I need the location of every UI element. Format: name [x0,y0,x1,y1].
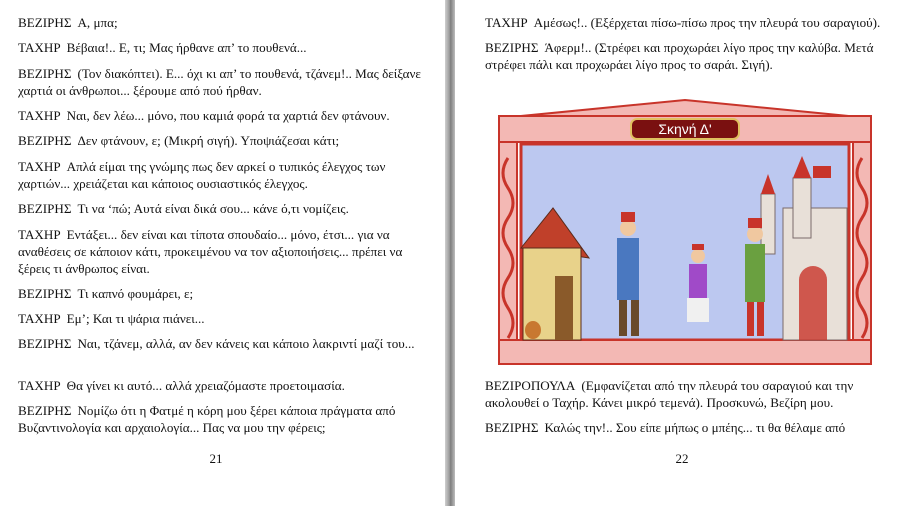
dialogue-line [18,158,423,192]
dialogue-line [18,402,423,436]
dialogue-line [18,14,423,31]
dialogue-text: Βέβαια!.. Ε, τι; Μας ήρθανε απ’ το πουθενά... [66,40,307,55]
left-page [0,0,445,506]
dialogue-text: Άφερμ!.. (Στρέφει και προχωράει λίγο προς την καλύβα. Μετά στρέφει πάλι και προχωράει λίγο προς το σαράι. Σιγή). [485,40,874,72]
dialogue-line [18,132,423,149]
dialogue-line [485,39,895,73]
speaker-name: ΤΑΧΗΡ [485,15,528,30]
dialogue-line [18,377,423,394]
dialogue-line [18,107,423,124]
dialogue-text: Νομίζω ότι η Φατμέ η κόρη μου ξέρει κάποια πράγματα από Βυζαντινολογία και αρχαιολογία... Πας να μου την φέρεις; [18,403,396,435]
speaker-name: ΤΑΧΗΡ [18,227,61,242]
hut-door [555,276,573,340]
dialogue-line [18,226,423,277]
dialogue-line [485,377,895,411]
right-page [455,0,901,506]
speaker-name: ΤΑΧΗΡ [18,311,61,326]
speaker-name: ΒΕΖΙΡΗΣ [18,336,72,351]
dialogue-text: (Εμφανίζεται από την πλευρά του σαραγιού και την ακολουθεί ο Ταχήρ. Κάνει μικρό τεμενά). Προσκυνώ, Βεζίρη μου. [485,378,854,410]
speaker-name: ΒΕΖΙΡΗΣ [18,15,72,30]
speaker-name: ΒΕΖΙΡΗΣ [485,40,539,55]
speaker-name: ΤΑΧΗΡ [18,378,61,393]
dialogue-line [18,65,423,99]
dialogue-line [485,14,895,31]
palace-tower [793,178,811,238]
speaker-name: ΤΑΧΗΡ [18,159,61,174]
dialogue-text: Εμ’; Και τι ψάρια πιάνει... [66,311,205,326]
dialogue-text: Καλώς την!.. Σου είπε μήπως ο μπέης... τι θα θέλαμε από [544,420,846,435]
shadow-theatre-stage-illustration [493,98,877,368]
dialogue-line [18,285,423,302]
dialogue-text: (Τον διακόπτει). Ε... όχι κι απ’ το πουθενά, τζάνεμ!.. Μας δείξανε χαρτιά οι άνθρωποι... ξέρουμε από πού ήρθαν. [18,66,421,98]
speaker-name: ΒΕΖΙΡΗΣ [485,420,539,435]
scene-label: Σκηνή Δ' [658,121,712,137]
dialogue-text: Εντάξει... δεν είναι και τίποτα σπουδαίο... μόνο, έτσι... για να αναθέσεις σε κάποιον κάτι, προκειμένου να τον αξιοποιήσεις... πρέπει να ξέρεις τι άνθρωπος είναι. [18,227,403,276]
book-gutter [445,0,455,506]
dialogue-text: Α, μπα; [77,15,118,30]
dialogue-line [18,310,423,327]
speaker-name: ΒΕΖΙΡΟΠΟΥΛΑ [485,378,576,393]
dialogue-text: Αμέσως!.. (Εξέρχεται πίσω-πίσω προς την πλευρά του σαραγιού). [533,15,881,30]
hut-pot [525,321,541,339]
speaker-name: ΤΑΧΗΡ [18,108,61,123]
dialogue-line [18,200,423,217]
dialogue-line [18,335,423,352]
dialogue-text: Τι καπνό φουμάρει, ε; [77,286,194,301]
speaker-name: ΒΕΖΙΡΗΣ [18,403,72,418]
page-number: 22 [675,451,689,466]
speaker-name: ΒΕΖΙΡΗΣ [18,286,72,301]
dialogue-text: Τι να ‘πώ; Αυτά είναι δικά σου... κάνε ό,τι νομίζεις. [77,201,349,216]
speaker-name: ΒΕΖΙΡΗΣ [18,133,72,148]
speaker-name: ΤΑΧΗΡ [18,40,61,55]
palace-flag [813,166,831,178]
dialogue-text: Ναι, δεν λέω... μόνο, που καμιά φορά τα χαρτιά δεν φτάνουν. [66,108,390,123]
palace-arch [799,266,827,340]
speaker-name: ΒΕΖΙΡΗΣ [18,201,72,216]
dialogue-text: Απλά είμαι της γνώμης πως δεν αρκεί ο τυπικός έλεγχος των χαρτιών... χρειάζεται και κάποιος ουσιαστικός έλεγχος. [18,159,386,191]
dialogue-line [18,39,423,56]
speaker-name: ΒΕΖΙΡΗΣ [18,66,72,81]
dialogue-text: Ναι, τζάνεμ, αλλά, αν δεν κάνεις και κάποιο λακριντί μαζί του... [77,336,415,351]
dialogue-text: Δεν φτάνουν, ε; (Μικρή σιγή). Υποψιάζεσαι κάτι; [77,133,340,148]
stage-base [499,340,871,364]
dialogue-text: Θα γίνει κι αυτό... αλλά χρειαζόμαστε προετοιμασία. [66,378,345,393]
dialogue-line [485,419,895,436]
page-number: 21 [209,451,223,466]
